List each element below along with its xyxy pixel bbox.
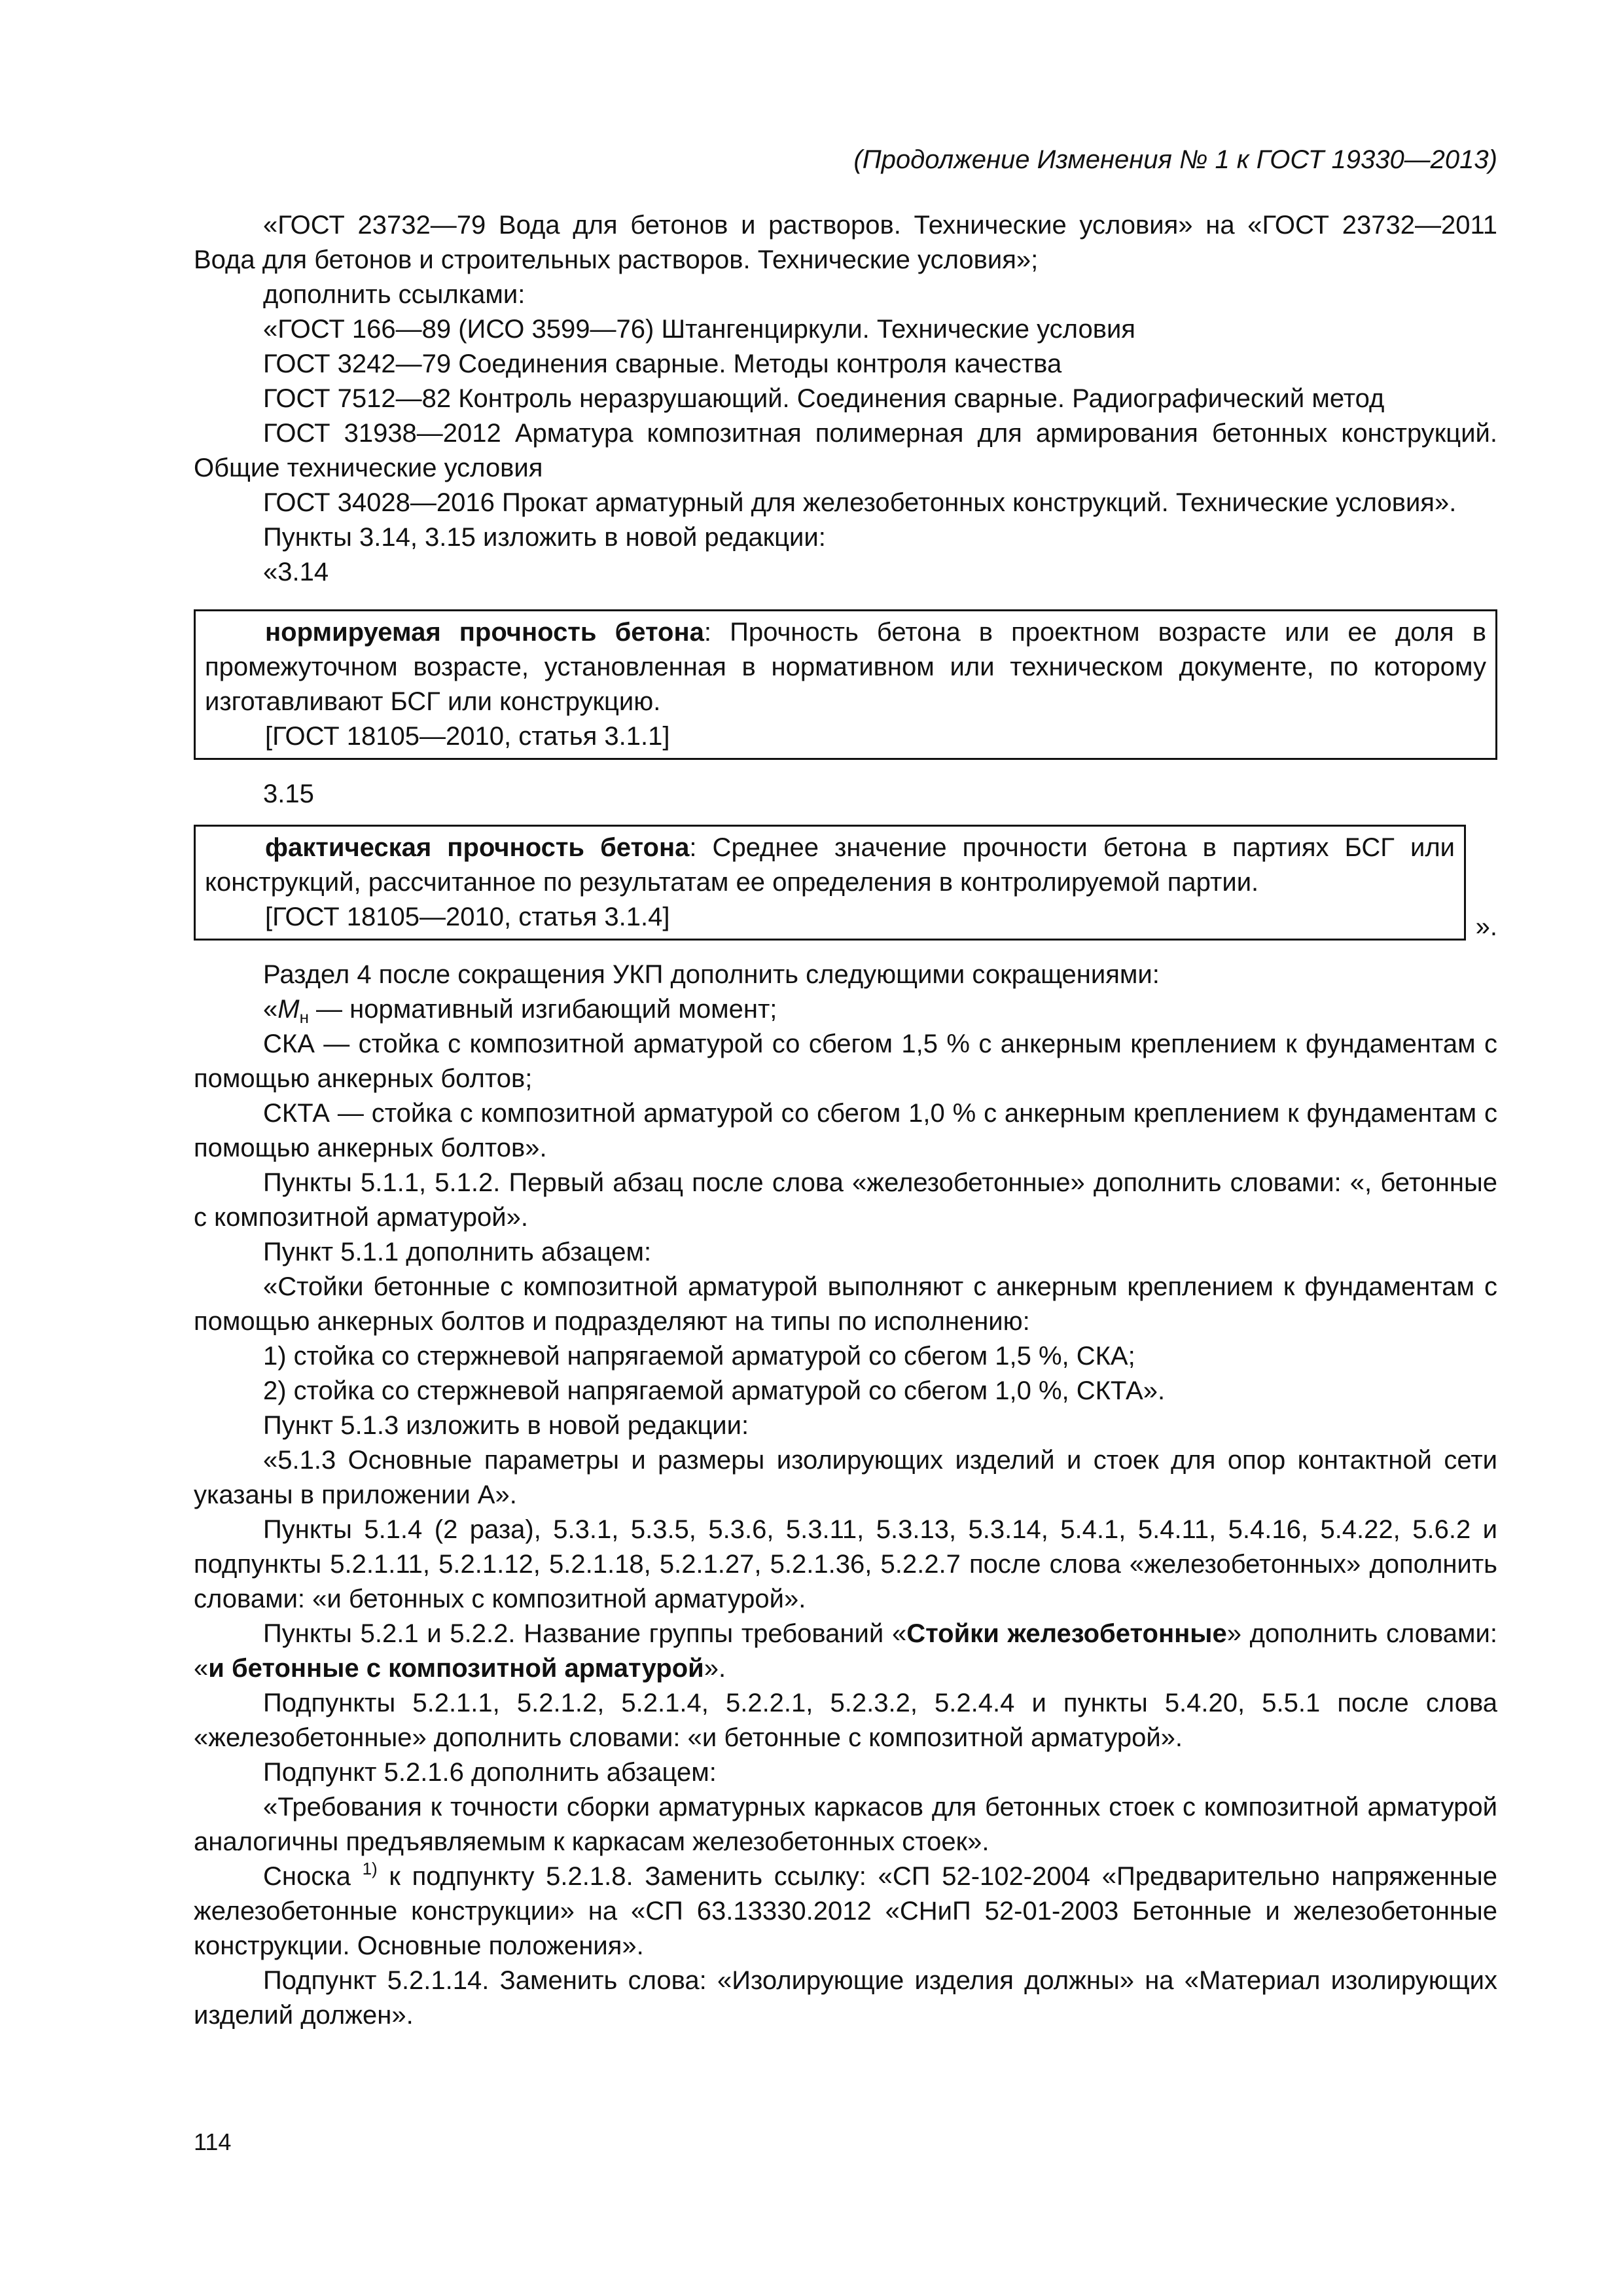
- definition-term: фактическая прочность бетона: [265, 833, 690, 862]
- paragraph: ГОСТ 34028—2016 Прокат арматурный для железобетонных конструкций. Технические условия».: [263, 488, 1457, 517]
- paragraph: «ГОСТ 23732—79 Вода для бетонов и растворов. Технические условия» на «ГОСТ 23732—2011 Вода для бетонов и строительных растворов. Технические условия»;: [194, 211, 1497, 274]
- paragraph: Пункты 3.14, 3.15 изложить в новой редакции:: [263, 523, 826, 552]
- definition-source: [ГОСТ 18105—2010, статья 3.1.4]: [265, 903, 670, 931]
- abbreviation-skta: СКТА — стойка с композитной арматурой со сбегом 1,0 % с анкерным креплением к фундаментам с помощью анкерных болтов».: [194, 1099, 1497, 1162]
- paragraph: ГОСТ 7512—82 Контроль неразрушающий. Соединения сварные. Радиографический метод: [263, 384, 1385, 413]
- page-number: 114: [194, 2128, 232, 2155]
- document-page: [194, 0, 1497, 2296]
- paragraph: «ГОСТ 166—89 (ИСО 3599—76) Штангенциркули. Технические условия: [263, 315, 1135, 344]
- definition-term: нормируемая прочность бетона: [265, 618, 704, 647]
- moment-subscript: н: [299, 1007, 309, 1027]
- paragraph: ГОСТ 3242—79 Соединения сварные. Методы контроля качества: [263, 350, 1062, 378]
- document-body: [194, 208, 1497, 2033]
- paragraph: Раздел 4 после сокращения УКП дополнить следующими сокращениями:: [263, 960, 1160, 989]
- definition-source: [ГОСТ 18105—2010, статья 3.1.1]: [265, 722, 670, 751]
- paragraph: Пункты 5.2.1 и 5.2.2. Название группы требований «Стойки железобетонные» дополнить словами: «и бетонные с композитной арматурой».: [194, 1619, 1498, 1683]
- paragraph: Сноска $^{1)}$ к подпункту 5.2.1.8. Заменить ссылку: «СП 52-102-2004 «Предварительно напряженные железобетонные конструкции» на «СП 63.13330.2012 «СНиП 52-01-2003 Бетонные и железобетонные конструкции. Основные положения».: [194, 1859, 1497, 1960]
- paragraph: Пункты 5.1.4 (2 раза), 5.3.1, 5.3.5, 5.3.6, 5.3.11, 5.3.13, 5.3.14, 5.4.1, 5.4.11, 5.4.16, 5.4.22, 5.6.2 и подпункты 5.2.1.11, 5.2.1.12, 5.2.1.18, 5.2.1.27, 5.2.1.36, 5.2.2.7 после слова «железобетонных» дополнить словами: «и бетонных с композитной арматурой».: [194, 1515, 1497, 1613]
- paragraph: «5.1.3 Основные параметры и размеры изолирующих изделий и стоек для опор контактной сети указаны в приложении А».: [194, 1446, 1497, 1509]
- bold-phrase: Стойки железобетонные: [906, 1619, 1227, 1648]
- definition-body: : Прочность бетона в проектном возрасте или ее доля в промежуточном возрасте, установленная в нормативном или техническом документе, по которому изготавливают БСГ или конструкцию.: [205, 618, 1486, 716]
- paragraph: Подпункт 5.2.1.14. Заменить слова: «Изолирующие изделия должны» на «Материал изолирующих изделий должен».: [194, 1966, 1497, 2030]
- paragraph: «Стойки бетонные с композитной арматурой выполняют с анкерным креплением к фундаментам с помощью анкерных болтов и подразделяют на типы по исполнению:: [194, 1272, 1497, 1336]
- clause-label: 3.15: [263, 780, 314, 808]
- footnote-mark: 1): [362, 1859, 378, 1878]
- paragraph: ГОСТ 31938—2012 Арматура композитная полимерная для армирования бетонных конструкций. Общие технические условия: [194, 419, 1497, 482]
- definition-body: : Среднее значение прочности бетона в партиях БСГ или конструкций, рассчитанное по результатам ее определения в контролируемой партии.: [205, 833, 1455, 897]
- paragraph: Подпункты 5.2.1.1, 5.2.1.2, 5.2.1.4, 5.2.2.1, 5.2.3.2, 5.2.4.4 и пункты 5.4.20, 5.5.1 после слова «железобетонные» дополнить словами: «и бетонные с композитной арматурой».: [194, 1689, 1497, 1752]
- bold-phrase: и бетонные с композитной арматурой: [208, 1654, 704, 1683]
- list-item: 2) стойка со стержневой напрягаемой арматурой со сбегом 1,0 %, СКТА».: [263, 1376, 1166, 1405]
- paragraph: «Требования к точности сборки арматурных каркасов для бетонных стоек с композитной арматурой аналогичны предъявляемым к каркасам железобетонных стоек».: [194, 1793, 1497, 1856]
- definition-box-3-15: [194, 825, 1466, 941]
- running-header: (Продолжение Изменения № 1 к ГОСТ 19330—2013): [853, 145, 1497, 174]
- paragraph: Пункты 5.1.1, 5.1.2. Первый абзац после слова «железобетонные» дополнить словами: «, бетонные с композитной арматурой».: [194, 1168, 1497, 1232]
- moment-symbol: М: [277, 995, 300, 1024]
- definition-text: [205, 831, 1455, 900]
- paragraph: Подпункт 5.2.1.6 дополнить абзацем:: [263, 1758, 717, 1787]
- closing-quote: ».: [1475, 912, 1497, 941]
- paragraph: дополнить ссылками:: [263, 280, 526, 309]
- definition-box-3-14: [194, 609, 1497, 760]
- abbreviation-mn: «$М_н$ — нормативный изгибающий момент;: [263, 995, 777, 1027]
- definition-text: [205, 615, 1486, 719]
- paragraph: Пункт 5.1.3 изложить в новой редакции:: [263, 1411, 749, 1440]
- paragraph: Пункт 5.1.1 дополнить абзацем:: [263, 1238, 652, 1266]
- list-item: 1) стойка со стержневой напрягаемой арматурой со сбегом 1,5 %, СКА;: [263, 1342, 1135, 1371]
- paragraph: «3.14: [263, 558, 329, 586]
- abbreviation-ska: СКА — стойка с композитной арматурой со сбегом 1,5 % с анкерным креплением к фундаментам с помощью анкерных болтов;: [194, 1030, 1497, 1093]
- definition-wrapper-3-15: [194, 825, 1497, 941]
